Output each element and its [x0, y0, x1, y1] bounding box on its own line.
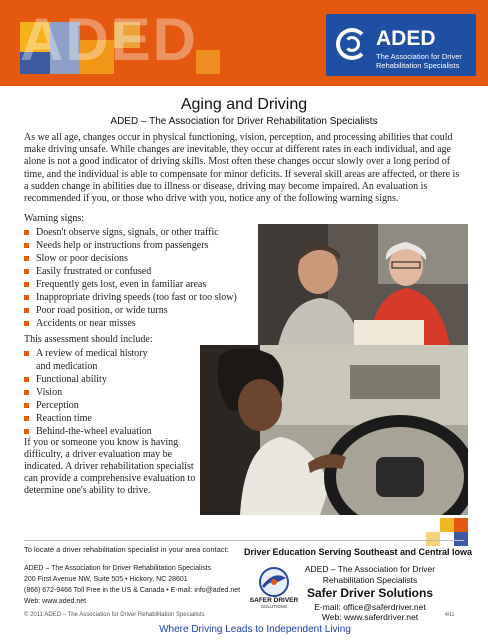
list-item: Poor road position, or wide turns: [24, 304, 237, 317]
footer-phone-email: (866) 672-9466 Toll Free in the US & Canada • E-mail: info@aded.net: [24, 587, 241, 594]
banner-watermark-text: ADED: [20, 6, 199, 73]
aded-ring-icon: [344, 36, 360, 52]
list-item: Easily frustrated or confused: [24, 265, 237, 278]
footer-org-line: Rehabilitation Specialists: [322, 575, 418, 585]
photo-illustration: [200, 345, 468, 515]
decor-block: [454, 518, 468, 532]
list-item: Reaction time: [24, 412, 152, 425]
footer-org-line: ADED – The Association for Driver: [304, 564, 436, 574]
footer-address: 200 First Avenue NW, Suite 505 • Hickory, NC 28601: [24, 576, 188, 583]
safer-driver-logo-label: SAFER DRIVER: [249, 597, 299, 604]
page-title: Aging and Driving: [180, 96, 308, 113]
photo-woman-driving: [200, 345, 468, 515]
list-item-continued: and medication: [36, 361, 98, 372]
footer-web-link[interactable]: Web: www.saferdriver.net: [321, 612, 419, 622]
list-item: Inappropriate driving speeds (too fast or too slow): [24, 291, 237, 304]
decor-block: [440, 518, 454, 532]
aded-logo-subtitle: The Association for Driver Rehabilitation Specialists: [376, 52, 462, 70]
intro-paragraph: As we all age, changes occur in physical functioning, vision, perception, and processing abilities that could make driving unsafe. While changes are inevitable, they occur at different rates in each individual, and age alone is not a good indicator of driving skills. Most often these changes occur slowly over a long period of time, and the individual is able to compensate for minor deficits. If several skill areas are affected, or there is a sudden change in abilities due to illness or disease, driving may become impaired. An evaluation is recommended if you, or those who drive with you, notice any of the following warning signs.: [24, 132, 460, 204]
page-subtitle: ADED – The Association for Driver Rehabilitation Specialists: [110, 116, 378, 127]
list-item: Needs help or instructions from passengers: [24, 239, 237, 252]
footer-contact-title: To locate a driver rehabilitation specialist in your area contact:: [24, 545, 229, 554]
header-banner: [0, 0, 488, 86]
warning-signs-label: Warning signs:: [24, 213, 85, 224]
footer-company-name: Safer Driver Solutions: [306, 586, 434, 600]
list-item: A review of medical history: [24, 347, 152, 360]
closing-paragraph: If you or someone you know is having difficulty, a driver evaluation may be indicated. A driver rehabilitation specialist can provide a comprehensive evaluation to determine one's ability to drive.: [24, 437, 196, 496]
footer-tagline: Where Driving Leads to Independent Living: [159, 624, 351, 635]
list-item: Vision: [24, 386, 152, 399]
list-item: Perception: [24, 399, 152, 412]
list-item: Behind-the-wheel evaluation: [24, 425, 152, 438]
photo-illustration: [258, 224, 468, 346]
footer-org-name: ADED – The Association for Driver Rehabilitation Specialists: [24, 565, 212, 572]
assessment-list: [24, 347, 152, 438]
footer-heading: Driver Education Serving Southeast and Central Iowa: [244, 547, 473, 557]
list-item: Frequently gets lost, even in familiar areas: [24, 278, 237, 291]
decor-block: [426, 532, 440, 546]
warning-signs-list: [24, 226, 237, 330]
footer-print-code: 4/11: [445, 612, 455, 618]
footer-email-link[interactable]: E-mail: office@saferdriver.net: [314, 602, 426, 612]
aded-logo: [326, 14, 476, 76]
decor-block: [454, 532, 468, 546]
footer-web-link[interactable]: Web: www.aded.net: [24, 598, 87, 605]
list-item: Doesn't observe signs, signals, or other traffic: [24, 226, 237, 239]
safer-driver-logo-sublabel: SOLUTIONS: [260, 604, 287, 609]
list-item: Slow or poor decisions: [24, 252, 237, 265]
assessment-label: This assessment should include:: [24, 334, 153, 345]
footer-divider: [24, 540, 464, 541]
footer-copyright: © 2011 ADED – The Association for Driver Rehabilitation Specialists: [24, 612, 205, 618]
list-item: Functional ability: [24, 373, 152, 386]
photo-instructor-and-driver: [258, 224, 468, 346]
aded-logo-name: ADED: [376, 27, 436, 50]
list-item: Accidents or near misses: [24, 317, 237, 330]
banner-block: [196, 50, 220, 74]
